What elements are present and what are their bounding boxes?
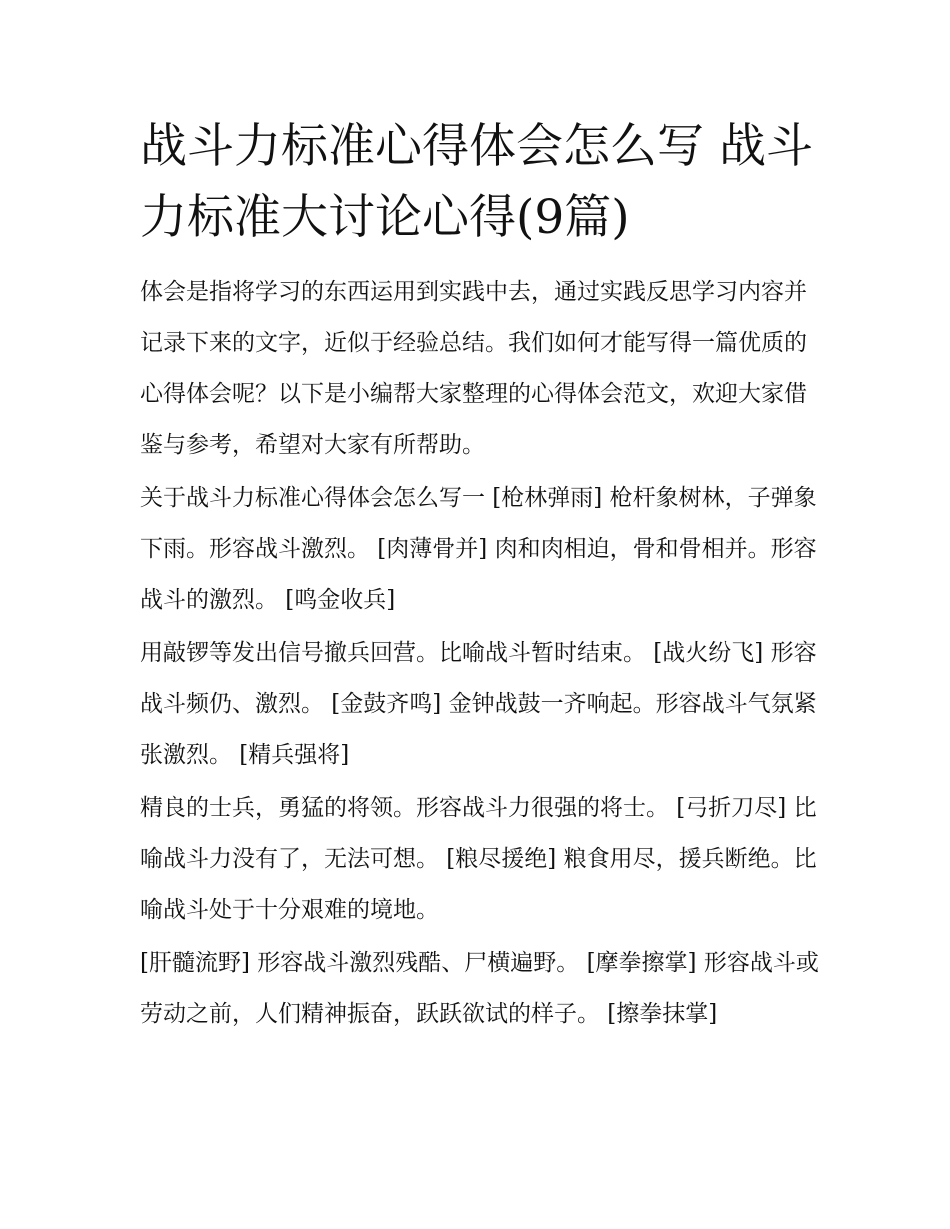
body-paragraph: 精良的士兵，勇猛的将领。形容战斗力很强的将士。 [弓折刀尽] 比喻战斗力没有了，无法可想。 [粮尽援绝] 粮食用尽，援兵断绝。比喻战斗处于十分艰难的境地。 bbox=[140, 795, 817, 923]
body-paragraph: 关于战斗力标准心得体会怎么写一 [枪林弹雨] 枪杆象树林，子弹象下雨。形容战斗激烈。 [肉薄骨并] 肉和肉相迫，骨和骨相并。形容战斗的激烈。 [鸣金收兵] bbox=[140, 485, 817, 613]
intro-paragraph: 体会是指将学习的东西运用到实践中去，通过实践反思学习内容并记录下来的文字，近似于经验总结。我们如何才能写得一篇优质的心得体会呢？以下是小编帮大家整理的心得体会范文，欢迎大家借鉴与参考，希望对大家有所帮助。 bbox=[140, 279, 807, 458]
document-page bbox=[140, 112, 820, 1042]
body-paragraph: [肝髓流野] 形容战斗激烈残酷、尸横遍野。 [摩拳擦掌] 形容战斗或劳动之前，人们精神振奋，跃跃欲试的样子。 [擦拳抹掌] bbox=[140, 950, 819, 1027]
body-paragraph: 用敲锣等发出信号撤兵回营。比喻战斗暂时结束。 [战火纷飞] 形容战斗频仍、激烈。 [金鼓齐鸣] 金钟战鼓一齐响起。形容战斗气氛紧张激烈。 [精兵强将] bbox=[140, 640, 817, 768]
document-title: 战斗力标准心得体会怎么写 战斗力标准大讨论心得(9篇) bbox=[140, 119, 813, 245]
